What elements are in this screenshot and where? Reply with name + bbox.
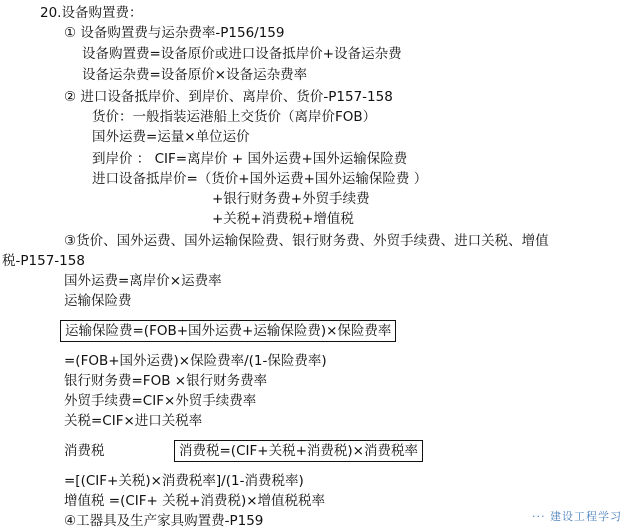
text-line: +关税+消费税+增值税 [212,211,354,227]
text-line: 消费税 [64,443,105,459]
text-line: 到岸价 ： CIF=离岸价 + 国外运费+国外运输保险费 [92,151,408,167]
text-line: =[(CIF+关税)×消费税率]/(1-消费税率) [64,473,304,489]
text-line: +银行财务费+外贸手续费 [212,191,370,207]
boxed-formula: 运输保险费=(FOB+国外运费+运输保险费)×保险费率 [60,320,396,342]
text-line: 关税=CIF×进口关税率 [64,413,203,429]
text-line: 税-P157-158 [2,253,85,269]
text-line: 国外运费=运量×单位运价 [92,129,250,145]
text-line: 进口设备抵岸价=（货价+国外运费+国外运输保险费 ） [92,171,428,187]
text-line: ② 进口设备抵岸价、到岸价、离岸价、货价-P157-158 [64,89,393,105]
text-line: 增值税 =(CIF+ 关税+消费税)×增值税税率 [64,493,326,509]
text-line: 国外运费=离岸价×运费率 [64,273,222,289]
text-line: 设备购置费=设备原价或进口设备抵岸价+设备运杂费 [82,46,402,62]
text-line: =(FOB+国外运费)×保险费率/(1-保险费率) [64,353,327,369]
watermark: ··· 建设工程学习 [532,510,622,523]
section-title: 20.设备购置费： [40,5,143,21]
text-line: ① 设备购置费与运杂费率-P156/159 [64,25,285,41]
text-line: 设备运杂费=设备原价×设备运杂费率 [82,67,308,83]
text-line: 外贸手续费=CIF×外贸手续费率 [64,393,257,409]
text-line: ④工器具及生产家具购置费-P159 [64,513,264,529]
text-line: 银行财务费=FOB ×银行财务费率 [64,373,268,389]
boxed-formula: 消费税=(CIF+关税+消费税)×消费税率 [174,440,423,462]
text-line: 运输保险费 [64,293,132,309]
text-line: ③货价、国外运费、国外运输保险费、银行财务费、外贸手续费、进口关税、增值 [64,233,549,249]
text-line: 货价：一般指装运港船上交货价（离岸价FOB） [92,109,377,125]
